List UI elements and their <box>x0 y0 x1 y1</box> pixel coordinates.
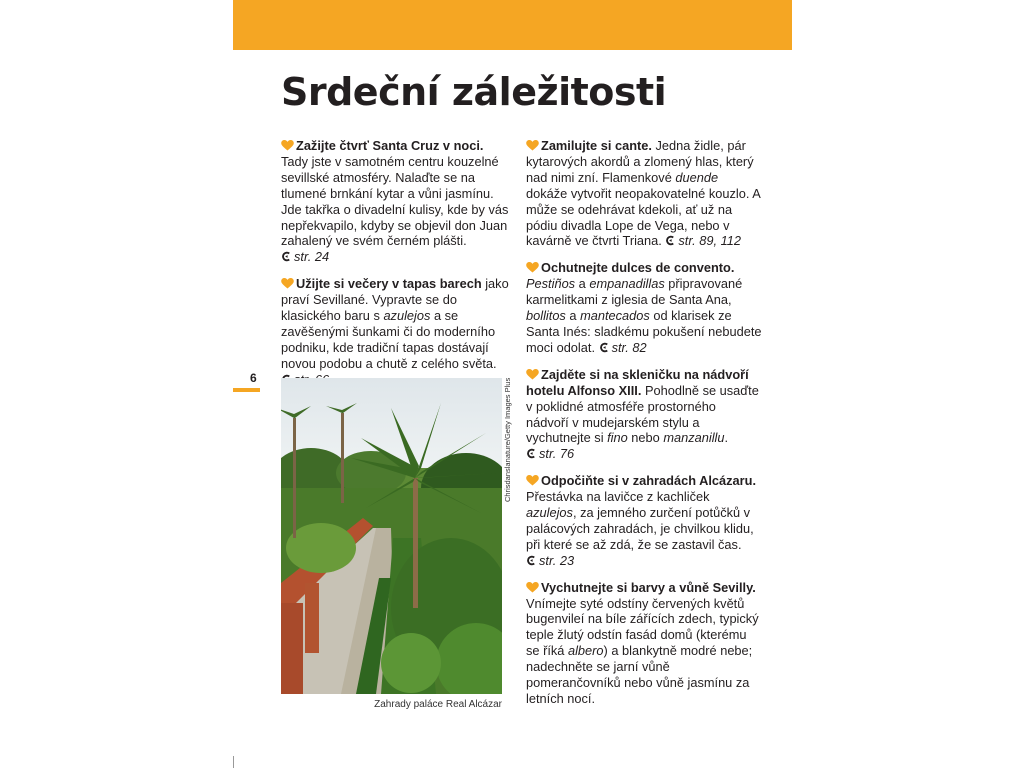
top-accent-bar <box>233 0 792 50</box>
page-title: Srdeční záležitosti <box>281 70 667 114</box>
page-number: 6 <box>250 371 257 385</box>
item-heading: Vychutnejte si barvy a vůně Sevilly. <box>541 579 756 595</box>
heart-icon <box>526 262 539 273</box>
margin-rule <box>233 756 234 768</box>
page-reference: str. 82 <box>599 340 647 355</box>
page-reference-icon <box>599 342 610 353</box>
item-heading: Zažijte čtvrť Santa Cruz v noci. <box>296 138 484 153</box>
page-number-accent-bar <box>233 388 260 392</box>
item-heading: Odpočiňte si v zahradách Alcázaru. <box>541 473 757 489</box>
photo-credit: Chrisdanslanature/Getty Images Plus <box>503 378 512 503</box>
right-column <box>526 138 762 718</box>
item-heading: Zamilujte si cante. <box>541 138 652 153</box>
list-item: Zamilujte si cante. Jedna židle, pár kytarových akordů a zlomený hlas, který nad nimi zní. Flamenkové duende dokáže vytvořit neopakovatelné kouzlo. A může se odehrávat kdekoli, ať už na pódiu divadla Lope de Vega, nebo v kavárně ve čtvrti Triana. str. 89, 112 <box>526 138 761 249</box>
page-reference-icon <box>665 235 676 246</box>
list-item: Užijte si večery v tapas barech jako praví Sevillané. Vypravte se do klasického baru s azulejos a se zavěšenými šunkami či do moderního podniku, kde tradiční tapas dostávají novou podobu a chutě z celého světa. <box>281 276 509 387</box>
heart-icon <box>526 369 539 380</box>
list-item: Odpočiňte si v zahradách Alcázaru. Přestávka na lavičce z kachliček azulejos, za jemného zurčení potůčků v palácových zahradách, je chvilkou klidu, při které se až zdá, že se zastavil čas. str. 23 <box>526 473 757 568</box>
item-heading: Ochutnejte dulces de convento. <box>541 260 735 276</box>
page-reference: str. 76 <box>526 446 574 461</box>
heart-icon <box>526 140 539 151</box>
list-item: Vychutnejte si barvy a vůně Sevilly. Vnímejte syté odstíny červených květů bugenvileí na bíle zářících zdech, typický teple žlutý odstín fasád domů (kterému se říká albero) a blankytně modré nebe; nadechněte se jarní vůně pomerančovníků nebo vůně jasmínu za letních nocí. <box>526 579 759 706</box>
left-column <box>281 138 509 399</box>
item-heading: Užijte si večery v tapas barech <box>296 276 482 292</box>
heart-icon <box>281 140 294 151</box>
heart-icon <box>526 582 539 593</box>
heart-icon <box>281 278 294 289</box>
garden-illustration <box>281 378 502 694</box>
page-reference: str. 23 <box>526 553 574 568</box>
heart-icon <box>526 475 539 486</box>
page-reference-icon <box>526 555 537 566</box>
list-item: Zajděte si na skleničku na nádvoří hotelu Alfonso XIII. Pohodlně se usaďte v poklidné atmosféře prostorného nádvoří v mudejarském stylu a vychutnejte si fino nebo manzanillu. str. 76 <box>526 366 759 462</box>
photo-caption: Zahrady paláce Real Alcázar <box>374 699 502 710</box>
item-heading: Zajděte si na skleničku na nádvoří hotelu Alfonso XIII. <box>526 366 749 398</box>
page-reference-icon <box>281 251 292 262</box>
page-reference: str. 24 <box>281 249 329 264</box>
list-item: Ochutnejte dulces de convento. Pestiños a empanadillas připravované karmelitkami z iglesia de Santa Ana, bollitos a mantecados od klarisek ze Santa Inés: sladkému pokušení nebudete moci odolat. str. 82 <box>526 260 762 355</box>
page-reference-icon <box>526 448 537 459</box>
garden-photo <box>281 378 502 694</box>
page-reference: str. 89, 112 <box>665 233 741 248</box>
list-item: Zažijte čtvrť Santa Cruz v noci. Tady jste v samotném centru kouzelné sevillské atmosféry. Nalaďte se na tlumené brnkání kytar a vůni jasmínu. Jde takřka o divadelní kulisy, kde by vás nepřekvapilo, kdyby se objevil don Juan zahalený ve svém černém plášti. str. 24 <box>281 138 509 265</box>
